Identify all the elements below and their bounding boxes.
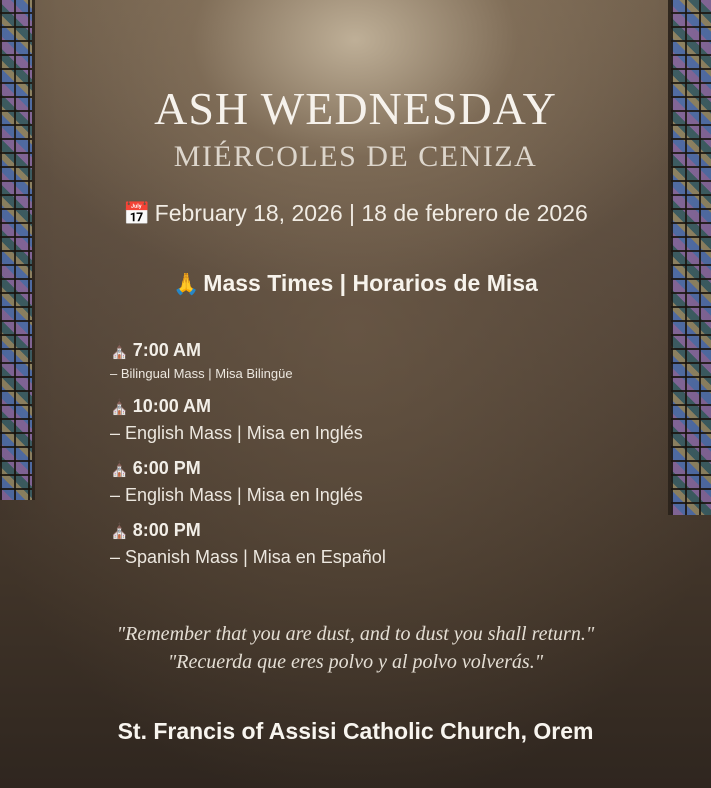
mass-time-text: 10:00 AM — [132, 396, 212, 416]
mass-item — [110, 338, 610, 384]
church-icon: ⛪ — [110, 399, 129, 416]
mass-description: – English Mass | Misa en Inglés — [110, 485, 363, 505]
church-icon: ⛪ — [110, 461, 129, 478]
mass-item — [110, 394, 610, 446]
mass-item — [110, 456, 610, 508]
praying-hands-icon: 🙏 — [173, 273, 200, 296]
title-english: ASH WEDNESDAY — [154, 83, 557, 134]
mass-times-heading — [0, 270, 711, 297]
stained-glass-window-left — [0, 0, 35, 500]
church-icon: ⛪ — [110, 343, 129, 360]
calendar-icon: 📅 — [123, 201, 151, 226]
mass-heading-text: Mass Times | Horarios de Misa — [203, 270, 538, 296]
quote-english: "Remember that you are dust, and to dust you shall return." — [116, 623, 595, 645]
mass-time — [110, 456, 610, 482]
mass-description: – English Mass | Misa en Inglés — [110, 423, 363, 443]
mass-times-list — [110, 338, 610, 580]
mass-description: – Bilingual Mass | Misa Bilingüe — [110, 366, 293, 381]
mass-time-text: 6:00 PM — [132, 458, 201, 478]
stained-glass-window-right — [668, 0, 711, 515]
mass-item — [110, 518, 610, 570]
church-name: St. Francis of Assisi Catholic Church, Orem — [117, 718, 594, 744]
quote-spanish: "Recuerda que eres polvo y al polvo volverás." — [167, 651, 544, 673]
scripture-quote — [0, 620, 711, 676]
date-line — [0, 200, 711, 227]
mass-description: – Spanish Mass | Misa en Español — [110, 547, 386, 567]
mass-time — [110, 394, 610, 420]
mass-time-text: 8:00 PM — [132, 520, 201, 540]
title-spanish: MIÉRCOLES DE CENIZA — [173, 140, 538, 173]
mass-time-text: 7:00 AM — [132, 340, 202, 360]
mass-time — [110, 338, 610, 364]
church-icon: ⛪ — [110, 523, 129, 540]
date-text: February 18, 2026 | 18 de febrero de 2026 — [154, 200, 588, 226]
mass-time — [110, 518, 610, 544]
